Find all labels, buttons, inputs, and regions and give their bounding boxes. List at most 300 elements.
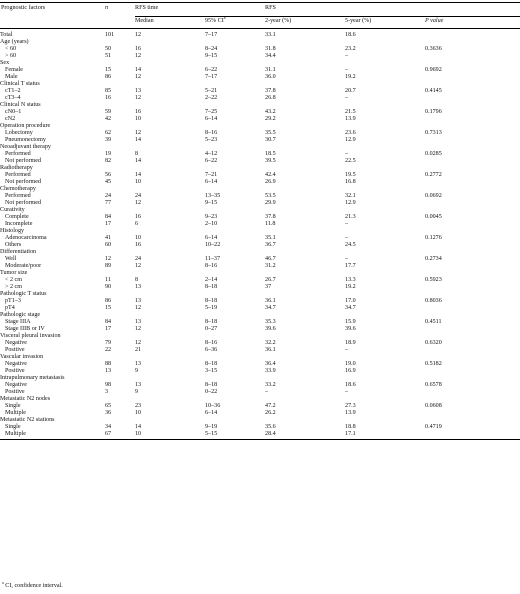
row-2-year <box>265 354 345 361</box>
row-n: 79 <box>105 340 112 346</box>
row-median <box>135 333 205 340</box>
row-2-year <box>265 165 345 172</box>
row-ci: 8–18 <box>205 382 218 388</box>
row-ci: 9–15 <box>205 200 218 206</box>
row-5-year: 21.5 <box>345 109 356 115</box>
header-p-value: P value <box>425 17 520 29</box>
row-2-year: 26.2 <box>265 410 276 416</box>
row-median <box>135 396 205 403</box>
row-p-value <box>425 375 520 382</box>
row-label: Performed <box>5 193 31 199</box>
row-label: Lobectomy <box>5 130 33 136</box>
table-row <box>0 46 520 53</box>
row-n: 67 <box>105 431 135 440</box>
row-label: > 60 <box>5 53 17 59</box>
row-n: 90 <box>105 284 112 290</box>
row-5-year <box>345 312 425 319</box>
row-label: pT4 <box>5 305 15 311</box>
header-n: n <box>105 5 109 11</box>
row-n: 17 <box>105 326 112 332</box>
header-median: Median <box>135 17 205 29</box>
row-5-year: 17.0 <box>345 298 356 304</box>
row-label: Metastatic N2 nodes <box>0 396 51 402</box>
row-n <box>105 375 135 382</box>
row-2-year: 36.7 <box>265 242 276 248</box>
row-p-value <box>425 389 520 396</box>
row-n: 36 <box>105 410 112 416</box>
row-n: 65 <box>105 403 112 409</box>
row-5-year <box>345 396 425 403</box>
footnote-mark: a <box>2 580 4 585</box>
table-footnote <box>2 580 63 590</box>
row-ci: 8–18 <box>205 284 218 290</box>
row-2-year: 29.9 <box>265 200 276 206</box>
row-label: Clinical T status <box>0 81 40 87</box>
row-2-year: 26.9 <box>265 179 276 185</box>
row-5-year: 13.3 <box>345 277 356 283</box>
table-section-row <box>0 291 520 298</box>
row-median: 14 <box>135 172 142 178</box>
row-5-year <box>345 354 425 361</box>
row-label: Adenocarcinoma <box>5 235 47 241</box>
row-5-year: 24.5 <box>345 242 356 248</box>
row-5-year: – <box>345 53 349 59</box>
row-median: 12 <box>135 326 142 332</box>
row-label: Single <box>5 424 21 430</box>
row-label: > 2 cm <box>5 284 22 290</box>
row-median: 6 <box>135 221 139 227</box>
row-ci: 2–14 <box>205 277 218 283</box>
row-5-year: 34.7 <box>345 305 356 311</box>
row-ci: 8–16 <box>205 130 218 136</box>
row-ci <box>205 417 265 424</box>
row-2-year: 39.6 <box>265 326 276 332</box>
row-p-value: 0.9692 <box>425 67 442 73</box>
row-p-value <box>425 207 520 214</box>
row-2-year: 33.1 <box>265 32 276 38</box>
row-2-year: 47.2 <box>265 403 276 409</box>
row-2-year <box>265 207 345 214</box>
row-2-year: 34.7 <box>265 305 276 311</box>
row-n <box>105 102 135 109</box>
header-ci-label: 95% CI <box>205 18 224 25</box>
row-5-year: 23.2 <box>345 46 356 52</box>
table-row <box>0 298 520 305</box>
row-n <box>105 291 135 298</box>
row-5-year <box>345 144 425 151</box>
table-section-row <box>0 375 520 382</box>
row-5-year: – <box>345 235 349 241</box>
row-ci <box>205 375 265 382</box>
row-median <box>135 39 205 46</box>
row-n <box>105 333 135 340</box>
table-header <box>0 3 520 29</box>
table-section-row <box>0 207 520 214</box>
row-n <box>105 39 135 46</box>
row-p-value <box>425 417 520 424</box>
table-section-row <box>0 312 520 319</box>
row-2-year: 28.4 <box>265 431 345 440</box>
table-row <box>0 151 520 158</box>
row-ci: 7–25 <box>205 109 218 115</box>
row-p-value: 0.2734 <box>425 256 442 262</box>
row-ci: 2–10 <box>205 221 218 227</box>
row-n: 84 <box>105 319 112 325</box>
row-label: Chemotherapy <box>0 186 36 192</box>
row-2-year: 11.8 <box>265 221 276 227</box>
row-p-value <box>425 249 520 256</box>
table-row <box>0 263 520 270</box>
row-p-value: 0.6578 <box>425 382 442 388</box>
row-5-year: – <box>345 221 349 227</box>
header-ci-footnote-mark: a <box>223 15 226 20</box>
row-2-year <box>265 270 345 277</box>
row-ci: 9–15 <box>205 53 218 59</box>
row-n: 88 <box>105 361 112 367</box>
row-p-value: 0.2772 <box>425 172 442 178</box>
row-5-year: 18.9 <box>345 340 356 346</box>
row-median: 13 <box>135 319 142 325</box>
row-5-year: 22.5 <box>345 158 356 164</box>
row-label: Positive <box>5 347 25 353</box>
row-label: Multiple <box>0 431 105 440</box>
row-median: 14 <box>135 137 142 143</box>
row-5-year <box>345 81 425 88</box>
table-row <box>0 137 520 144</box>
row-5-year: – <box>345 256 349 262</box>
row-label: cT1–2 <box>5 88 21 94</box>
row-5-year <box>345 417 425 424</box>
row-2-year <box>265 312 345 319</box>
row-n: 89 <box>105 263 112 269</box>
row-2-year: 29.2 <box>265 116 276 122</box>
row-label: pT1–3 <box>5 298 21 304</box>
table-row <box>0 382 520 389</box>
row-median: 9 <box>135 389 139 395</box>
row-p-value <box>425 95 520 102</box>
row-p-value <box>425 29 520 40</box>
row-p-value: 0.0692 <box>425 193 442 199</box>
table-row <box>0 109 520 116</box>
row-p-value: 0.4719 <box>425 424 442 430</box>
row-median <box>135 417 205 424</box>
prognostic-factors-table <box>0 2 520 440</box>
row-label: Not performed <box>5 179 42 185</box>
row-p-value: 0.0045 <box>425 214 442 220</box>
row-label: cN0–1 <box>5 109 22 115</box>
table-section-row <box>0 249 520 256</box>
row-5-year: 19.0 <box>345 361 356 367</box>
row-n <box>105 144 135 151</box>
row-5-year: 13.9 <box>345 410 356 416</box>
row-ci: 6–14 <box>205 179 218 185</box>
row-5-year: 12.9 <box>345 137 356 143</box>
row-n: 42 <box>105 116 112 122</box>
row-label: Vascular invasion <box>0 354 44 360</box>
table-section-row <box>0 228 520 235</box>
row-2-year: 30.7 <box>265 137 276 143</box>
row-median: 12 <box>135 53 142 59</box>
row-p-value <box>425 242 520 249</box>
table-row <box>0 361 520 368</box>
row-n <box>105 60 135 67</box>
row-p-value <box>425 396 520 403</box>
row-ci <box>205 333 265 340</box>
row-2-year <box>265 249 345 256</box>
row-ci: 6–14 <box>205 410 218 416</box>
row-ci <box>205 396 265 403</box>
row-5-year: 16.8 <box>345 179 356 185</box>
row-5-year <box>345 39 425 46</box>
row-median: 10 <box>135 235 142 241</box>
row-2-year: 36.1 <box>265 347 276 353</box>
row-2-year: 31.8 <box>265 46 276 52</box>
table-row <box>0 88 520 95</box>
table-section-row <box>0 165 520 172</box>
header-ci <box>205 17 265 29</box>
row-ci: 6–22 <box>205 67 218 73</box>
row-2-year <box>265 186 345 193</box>
table-row <box>0 95 520 102</box>
table-section-row <box>0 29 520 40</box>
row-median <box>135 207 205 214</box>
header-blank-1 <box>0 17 105 29</box>
row-label: Positive <box>5 368 25 374</box>
table-section-row <box>0 81 520 88</box>
row-n: 45 <box>105 179 112 185</box>
row-median <box>135 165 205 172</box>
row-2-year: 53.5 <box>265 193 276 199</box>
row-median <box>135 60 205 67</box>
row-median: 24 <box>135 256 142 262</box>
table-row <box>0 158 520 165</box>
row-n: 77 <box>105 200 112 206</box>
row-ci: 4–12 <box>205 151 218 157</box>
row-p-value <box>425 81 520 88</box>
row-2-year: 37.8 <box>265 214 276 220</box>
row-2-year: 36.1 <box>265 298 276 304</box>
row-p-value <box>425 354 520 361</box>
row-label: Single <box>5 403 21 409</box>
row-label: Female <box>5 67 23 73</box>
row-p-value <box>425 158 520 165</box>
row-median <box>135 312 205 319</box>
row-ci: 11–37 <box>205 256 221 262</box>
table-row <box>0 431 520 440</box>
table-row <box>0 74 520 81</box>
header-5-year: 5-year (%) <box>345 17 425 29</box>
row-n: 34 <box>105 424 112 430</box>
row-ci <box>205 123 265 130</box>
row-p-value <box>425 291 520 298</box>
row-5-year: 16.9 <box>345 368 356 374</box>
row-n <box>105 207 135 214</box>
row-p-value <box>425 144 520 151</box>
row-p-value <box>425 431 520 440</box>
row-5-year: – <box>345 95 349 101</box>
row-2-year <box>265 228 345 235</box>
row-p-value: 0.1796 <box>425 109 442 115</box>
row-label: Metastatic N2 stations <box>0 417 55 423</box>
row-5-year <box>345 291 425 298</box>
row-p-value: 0.3636 <box>425 46 442 52</box>
table-section-row <box>0 123 520 130</box>
row-ci: 8–18 <box>205 298 218 304</box>
row-p-value <box>425 137 520 144</box>
row-p-value: 0.1276 <box>425 235 442 241</box>
row-p-value <box>425 53 520 60</box>
row-ci: 3–15 <box>205 368 218 374</box>
row-label: < 2 cm <box>5 277 22 283</box>
row-n: 86 <box>105 74 112 80</box>
row-n: 86 <box>105 298 112 304</box>
row-ci: 9–19 <box>205 424 218 430</box>
row-2-year: 39.5 <box>265 158 276 164</box>
row-ci <box>205 81 265 88</box>
row-p-value <box>425 116 520 123</box>
row-label: Performed <box>5 172 31 178</box>
row-2-year: 26.8 <box>265 95 276 101</box>
row-n: 13 <box>105 368 112 374</box>
row-label: Radiotherapy <box>0 165 33 171</box>
row-ci: 5–21 <box>205 88 218 94</box>
row-n: 17 <box>105 221 112 227</box>
table-section-row <box>0 39 520 46</box>
table-row <box>0 347 520 354</box>
row-ci <box>205 228 265 235</box>
row-2-year: 32.2 <box>265 340 276 346</box>
row-median: 24 <box>135 193 142 199</box>
row-median: 16 <box>135 242 142 248</box>
row-2-year: 33.2 <box>265 382 276 388</box>
table-row <box>0 340 520 347</box>
row-n: 98 <box>105 382 112 388</box>
table-row <box>0 67 520 74</box>
row-2-year: 26.7 <box>265 277 276 283</box>
table-row <box>0 256 520 263</box>
row-2-year <box>265 144 345 151</box>
row-ci: 0–27 <box>205 326 218 332</box>
row-label: Not performed <box>5 158 42 164</box>
row-label: Negative <box>5 361 27 367</box>
row-median: 9 <box>135 368 139 374</box>
row-ci <box>205 102 265 109</box>
row-label: Curativity <box>0 207 25 213</box>
row-5-year <box>345 375 425 382</box>
header-blank-2 <box>105 17 135 29</box>
row-2-year <box>265 375 345 382</box>
row-label: Pneumonectomy <box>5 137 46 143</box>
row-label: Clinical N status <box>0 102 41 108</box>
row-p-value <box>425 347 520 354</box>
row-ci: 7–21 <box>205 172 218 178</box>
row-p-value <box>425 326 520 333</box>
row-2-year <box>265 81 345 88</box>
row-ci <box>205 354 265 361</box>
row-2-year <box>265 60 345 67</box>
row-n <box>105 417 135 424</box>
row-p-value <box>425 60 520 67</box>
row-n <box>105 81 135 88</box>
row-5-year <box>345 123 425 130</box>
row-p-value: 0.6320 <box>425 340 442 346</box>
row-median: 16 <box>135 109 142 115</box>
row-median <box>135 123 205 130</box>
row-median: 10 <box>135 410 142 416</box>
row-median: 14 <box>135 424 142 430</box>
row-5-year <box>345 228 425 235</box>
table-row <box>0 326 520 333</box>
row-ci <box>205 249 265 256</box>
table-row <box>0 200 520 207</box>
table-row <box>0 116 520 123</box>
row-p-value: 0.4145 <box>425 88 442 94</box>
row-ci <box>205 165 265 172</box>
row-2-year: 34.4 <box>265 53 276 59</box>
row-label: Multiple <box>5 410 26 416</box>
row-n <box>105 165 135 172</box>
table-row <box>0 368 520 375</box>
row-ci: 8–16 <box>205 340 218 346</box>
row-p-value: 0.4511 <box>425 319 442 325</box>
row-2-year <box>265 102 345 109</box>
table-row <box>0 277 520 284</box>
table-body <box>0 29 520 440</box>
row-n: 50 <box>105 46 112 52</box>
row-2-year <box>265 333 345 340</box>
row-n: 62 <box>105 130 112 136</box>
row-ci <box>205 144 265 151</box>
row-label: Not performed <box>5 200 42 206</box>
row-ci: 5–23 <box>205 137 218 143</box>
row-label: Total <box>0 32 13 38</box>
row-ci: 8–16 <box>205 263 218 269</box>
row-ci: 8–18 <box>205 361 218 367</box>
row-ci <box>205 207 265 214</box>
row-median: 13 <box>135 382 142 388</box>
row-median: 8 <box>135 277 139 283</box>
row-median: 12 <box>135 263 142 269</box>
row-2-year: 43.2 <box>265 109 276 115</box>
row-n: 39 <box>105 137 112 143</box>
row-ci <box>205 186 265 193</box>
row-5-year: 18.6 <box>345 32 356 38</box>
row-label: Intrapulmonary metastasis <box>0 375 65 381</box>
row-label: Operation procedure <box>0 123 51 129</box>
row-label: Performed <box>5 151 31 157</box>
row-ci <box>205 270 265 277</box>
row-median: 13 <box>135 284 142 290</box>
row-ci: 2–22 <box>205 95 218 101</box>
row-p-value <box>425 368 520 375</box>
table-row <box>0 179 520 186</box>
row-5-year: 17.7 <box>345 263 356 269</box>
row-ci: 7–17 <box>205 74 218 80</box>
row-n: 15 <box>105 305 112 311</box>
footnote-text: CI, confidence interval. <box>3 583 63 590</box>
row-median: 14 <box>135 158 142 164</box>
row-median <box>135 81 205 88</box>
row-median <box>135 270 205 277</box>
row-label: Pathologic stage <box>0 312 41 318</box>
row-5-year: 18.8 <box>345 424 356 430</box>
row-5-year: 23.6 <box>345 130 356 136</box>
row-label: cN2 <box>5 116 16 122</box>
row-n: 16 <box>105 95 112 101</box>
row-5-year <box>345 102 425 109</box>
row-5-year: – <box>345 389 349 395</box>
table-row <box>0 389 520 396</box>
